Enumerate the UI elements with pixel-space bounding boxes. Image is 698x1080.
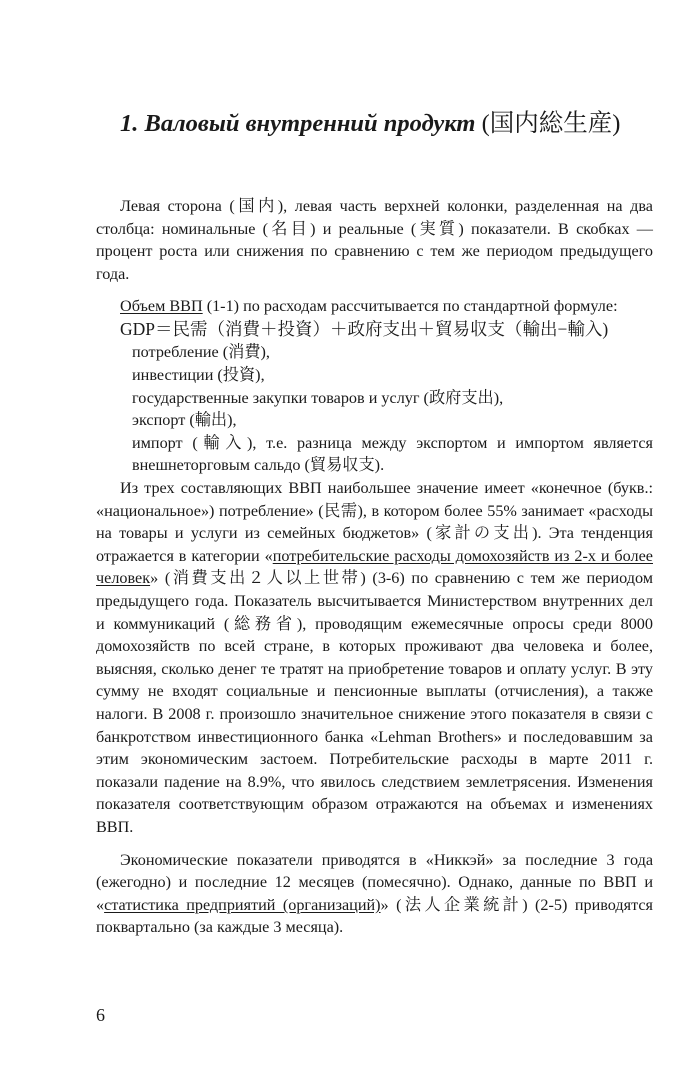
page-number: 6 xyxy=(96,1005,105,1025)
indicators-text-b: » (法人企業統計) (2-5) приводятся поквартально (за каждые 3 месяца). xyxy=(96,895,653,937)
consumption-text-b: » (消費支出２人以上世帯) (3-6) по сравнению с тем же периодом предыдущего года. Показатель высчитывается Министерством внутренних дел и коммуникаций (総務省), проводящим ежемесячные опросы среди 8000 домохозяйств по всей стране, в которых проживают два человека и более, выясняя, сколько денег те тратят на приобретение товаров и оплату услуг. В эту сумму не входят социальные и пенсионные выплаты (отчисления), а также налоги. В 2008 г. произошло значительное снижение этого показателя в связи с банкротством инвестиционного банка «Lehman Brothers» и последовавшим за этим экономическим застоем. Потребительские расходы в марте 2011 г. показали падение на 8.9%, что явилось следствием землетрясения. Изменения показателя соответствующим образом отражаются на объемах и изменениях ВВП. xyxy=(96,569,653,836)
household-spending-link[interactable]: потребительские расходы домохозяйств из 2-х и более человек xyxy=(96,546,653,588)
list-item: экспорт (輸出), xyxy=(132,411,237,430)
indicators-text-a: Экономические показатели приводятся в «Никкэй» за последние 3 года (ежегодно) и последние 12 месяцев (помесячно). Однако, данные по ВВП и « xyxy=(96,850,653,914)
import-item-text: импорт (輸入), т.е. разница между экспортом и импортом является внешнеторговым сальдо (貿易収支). xyxy=(132,433,653,475)
list-item: потребление (消費), xyxy=(132,343,270,362)
paragraph-gdp-volume xyxy=(96,295,653,318)
gdp-volume-link[interactable]: Объем ВВП xyxy=(120,297,203,316)
list-item: инвестиции (投資), xyxy=(132,366,265,385)
consumption-text-a: Из трех составляющих ВВП наибольшее значение имеет «конечное (букв.: «национальное») потребление» (民需), в котором более 55% занимает «расходы на товары и услуги из семейных бюджетов» (家計の支出). Эта тенденция отражается в категории « xyxy=(96,479,653,565)
chapter-title-japanese: (国内総生産) xyxy=(481,110,621,137)
gdp-volume-text: (1-1) по расходам рассчитывается по стандартной формуле: xyxy=(202,297,618,316)
paragraph-intro: Левая сторона (国内), левая часть верхней колонки, разделенная на два столбца: номинальные (名目) и реальные (実質) показатели. В скобках — процент роста или снижения по сравнению с тем же периодом предыдущего года. xyxy=(96,197,653,283)
gdp-formula: GDP＝民需（消費＋投資）＋政府支出＋貿易収支（輸出−輸入) xyxy=(120,318,609,339)
chapter-heading xyxy=(120,108,680,140)
paragraph-consumption xyxy=(96,477,653,839)
corporate-statistics-link[interactable]: статистика предприятий (организаций) xyxy=(104,895,381,914)
paragraph-indicators xyxy=(96,849,653,939)
chapter-title: 1. Валовый внутренний продукт xyxy=(120,110,476,137)
list-item-import xyxy=(96,432,653,477)
body-text xyxy=(96,195,653,939)
list-item: государственные закупки товаров и услуг (政府支出), xyxy=(132,388,504,407)
